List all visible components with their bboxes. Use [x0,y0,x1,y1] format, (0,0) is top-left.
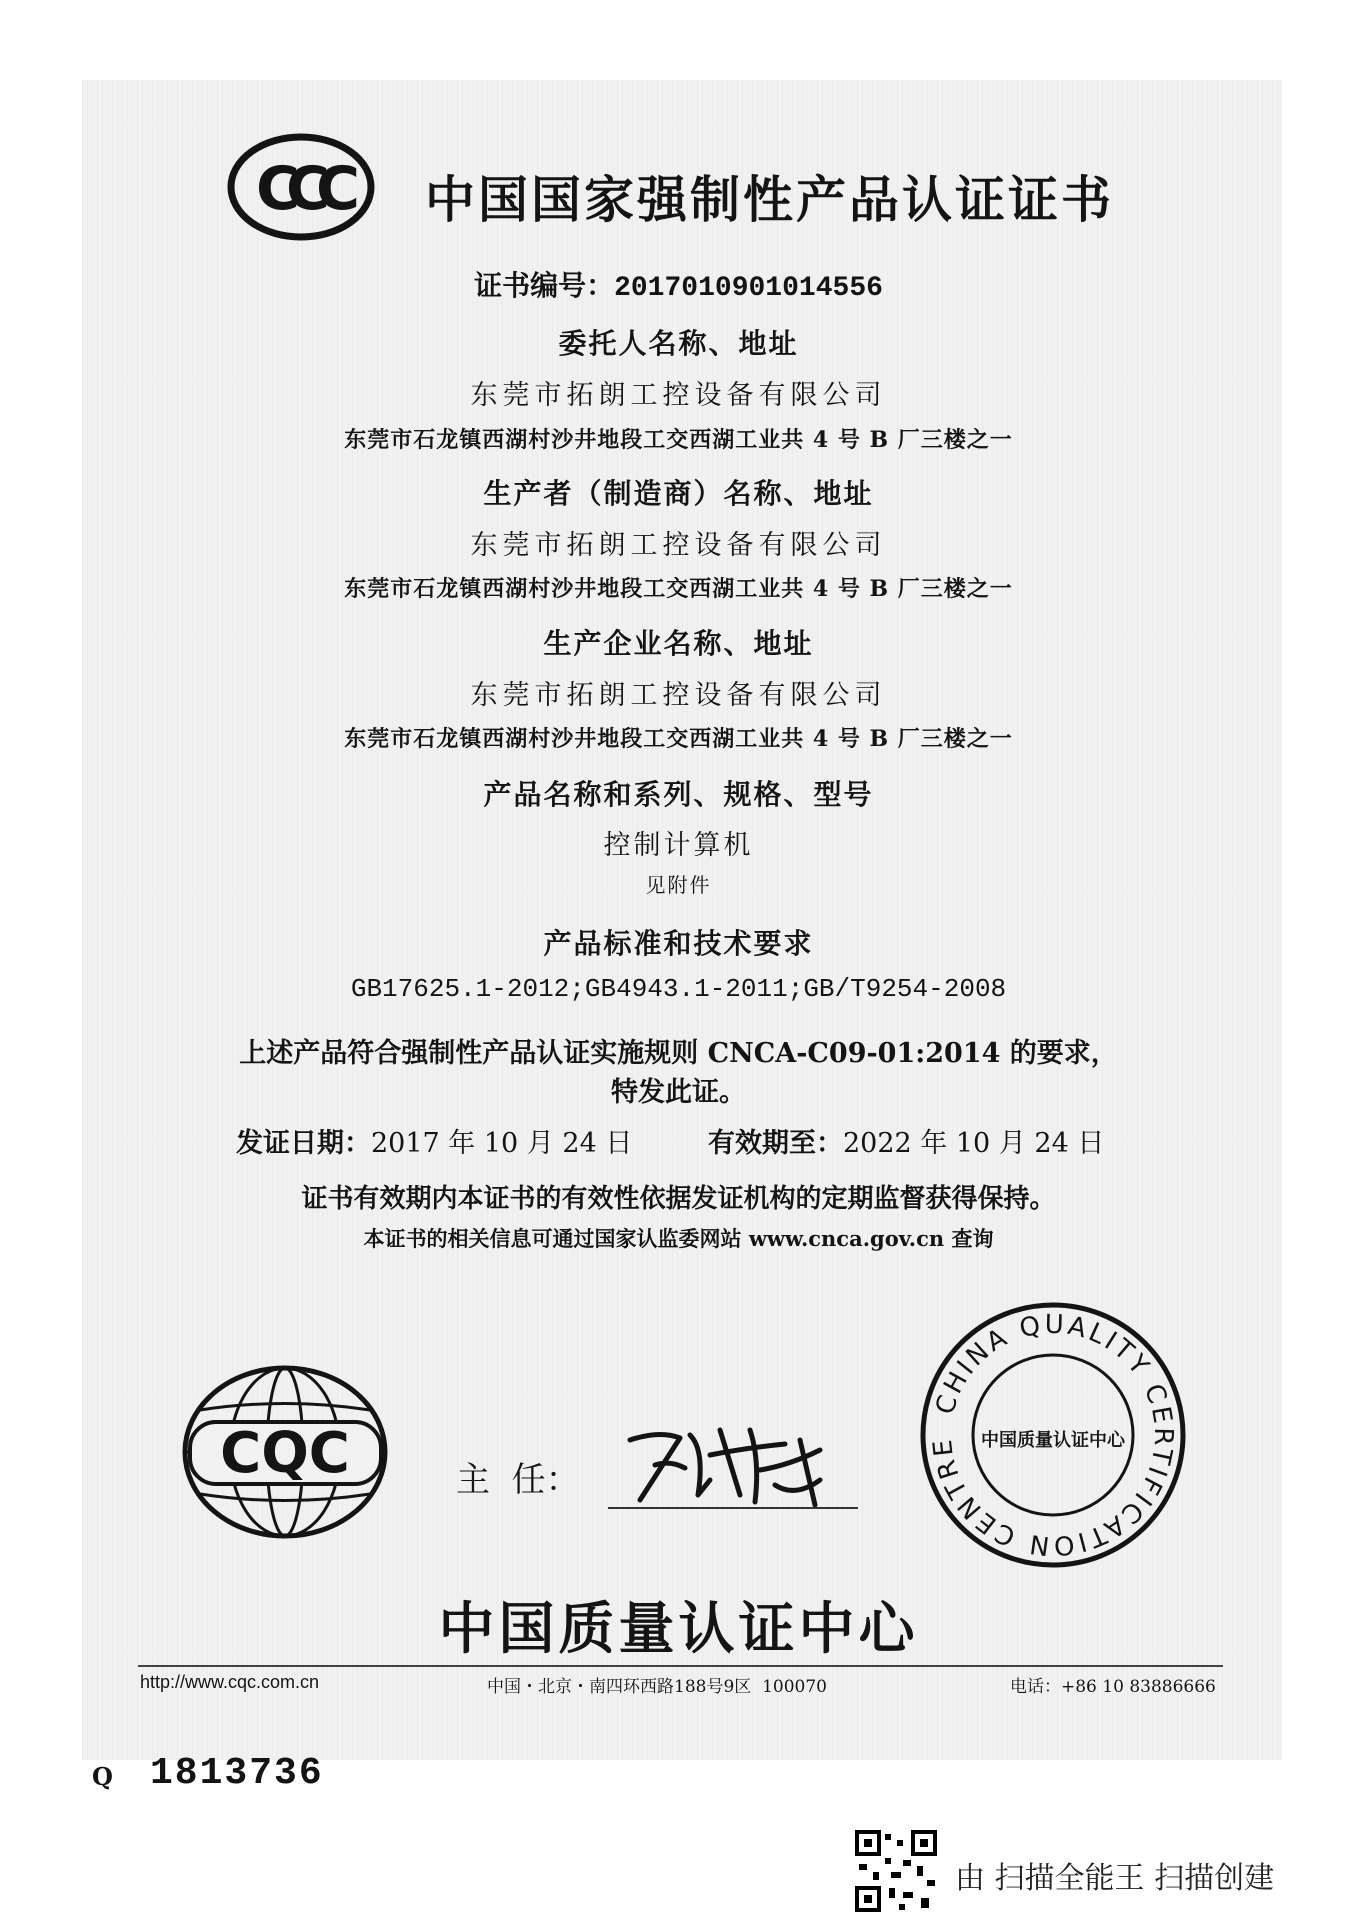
qr-code [855,1830,937,1912]
factory-name: 东莞市拓朗工控设备有限公司 [470,680,887,711]
issue-date-line [236,1121,632,1160]
director-signature [610,1410,850,1510]
signature-line [608,1507,858,1509]
issuer-name: 中国质量认证中心 [438,1597,919,1662]
product-name: 控制计算机 [603,830,754,861]
manufacturer-label: 生产者（制造商）名称、地址 [483,477,874,510]
factory-address: 东莞市石龙镇西湖村沙井地段工交西湖工业共 4 号 B 厂三楼之一 [344,726,1013,752]
serial-number: 1813736 [150,1752,324,1795]
standards-label: 产品标准和技术要求 [543,927,814,960]
footer-phone: 电话：+86 10 83886666 [1010,1677,1216,1697]
issue-date-label: 发证日期： [236,1128,371,1159]
expiry-date: 2022 年 10 月 24 日 [843,1128,1105,1159]
serial-prefix: Q [92,1762,113,1791]
footer-website: http://www.cqc.com.cn [140,1672,320,1692]
certificate-number: 2017010901014556 [614,273,883,304]
query-note: 本证书的相关信息可通过国家认监委网站 www.cnca.gov.cn 查询 [363,1226,994,1251]
scanner-credit: 由 扫描全能王 扫描创建 [955,1861,1275,1896]
expiry-date-line [708,1121,1104,1160]
factory-label: 生产企业名称、地址 [543,627,814,660]
ccc-logo-text: CCC [255,154,347,224]
product-label: 产品名称和系列、规格、型号 [483,778,874,811]
client-label: 委托人名称、地址 [558,327,799,360]
seal-center-text: 中国质量认证中心 [981,1430,1125,1451]
manufacturer-name: 东莞市拓朗工控设备有限公司 [470,530,887,561]
client-name: 东莞市拓朗工控设备有限公司 [470,380,887,411]
certificate-number-line [0,264,1357,304]
certificate-title: 中国国家强制性产品认证证书 [425,171,1114,229]
footer-address: 中国・北京・南四环西路188号9区 100070 [487,1677,827,1697]
manufacturer-address: 东莞市石龙镇西湖村沙井地段工交西湖工业共 4 号 B 厂三楼之一 [344,576,1013,602]
product-models: 见附件 [645,873,712,897]
ccc-logo [226,132,376,242]
director-label: 主 任： [456,1460,580,1500]
issue-date: 2017 年 10 月 24 日 [371,1128,633,1159]
statement-line2: 特发此证。 [611,1077,746,1108]
seal-ring-text: CHINA QUALITY CERTIFICATION CENTRE [927,1309,1179,1561]
certificate-number-label: 证书编号： [474,269,615,302]
footer-rule [138,1665,1223,1667]
standards-value: GB17625.1-2012;GB4943.1-2011;GB/T9254-2008 [350,974,1007,1004]
cqc-seal [918,1300,1188,1570]
cqc-logo-text: CQC [220,1421,350,1486]
statement-line1: 上述产品符合强制性产品认证实施规则 CNCA-C09-01:2014 的要求， [239,1038,1118,1069]
cqc-logo [178,1362,393,1542]
validity-note: 证书有效期内本证书的有效性依据发证机构的定期监督获得保持。 [301,1184,1056,1214]
client-address: 东莞市石龙镇西湖村沙井地段工交西湖工业共 4 号 B 厂三楼之一 [344,427,1013,453]
expiry-date-label: 有效期至： [708,1128,843,1159]
